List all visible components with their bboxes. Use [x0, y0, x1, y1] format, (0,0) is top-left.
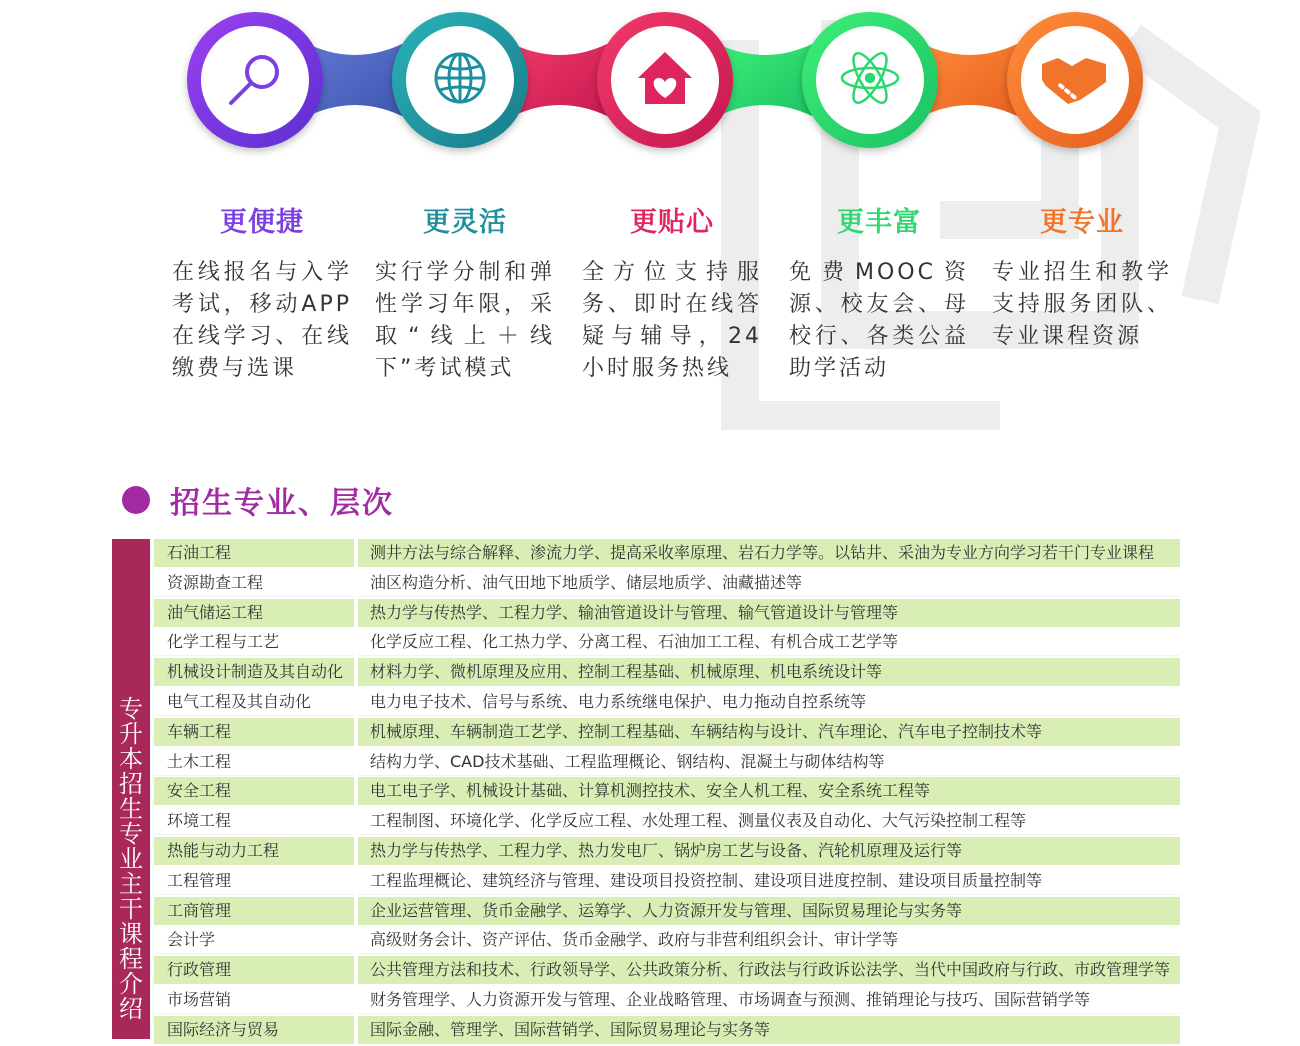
feature-column-2	[375, 200, 555, 385]
table-row	[154, 569, 1180, 597]
feature-description: 全方位支持服务、即时在线答疑与辅导，24小时服务热线	[582, 260, 762, 381]
feature-column-5	[992, 200, 1172, 353]
table-row	[154, 867, 1180, 895]
major-courses: 财务管理学、人力资源开发与管理、企业战略管理、市场调查与预测、推销理论与技巧、国际营销学等	[358, 986, 1180, 1014]
feature-title: 更专业	[1040, 207, 1124, 238]
major-name: 工商管理	[154, 897, 354, 925]
feature-column-3	[582, 200, 762, 385]
feature-icon-chain	[0, 0, 1300, 180]
major-courses: 热力学与传热学、工程力学、输油管道设计与管理、输气管道设计与管理等	[358, 599, 1180, 627]
section-title: 招生专业、层次	[170, 486, 394, 521]
major-name: 机械设计制造及其自动化	[154, 658, 354, 686]
feature-description: 在线报名与入学考试，移动APP在线学习、在线缴费与选课	[172, 260, 352, 381]
sidebar-label-bar	[112, 539, 150, 1039]
section-heading	[122, 480, 394, 520]
feature-description: 专业招生和教学支持服务团队、专业课程资源	[992, 260, 1172, 349]
feature-title: 更灵活	[423, 207, 507, 238]
table-row	[154, 926, 1180, 954]
major-name: 资源勘查工程	[154, 569, 354, 597]
table-row	[154, 1016, 1180, 1044]
major-name: 化学工程与工艺	[154, 628, 354, 656]
feature-description: 实行学分制和弹性学习年限，采取“线上＋线下”考试模式	[375, 260, 555, 381]
feature-column-1	[172, 200, 352, 385]
major-courses: 电工电子学、机械设计基础、计算机测控技术、安全人机工程、安全系统工程等	[358, 777, 1180, 805]
major-name: 行政管理	[154, 956, 354, 984]
majors-table	[154, 539, 1180, 1046]
major-name: 电气工程及其自动化	[154, 688, 354, 716]
major-courses: 热力学与传热学、工程力学、热力发电厂、锅炉房工艺与设备、汽轮机原理及运行等	[358, 837, 1180, 865]
major-name: 石油工程	[154, 539, 354, 567]
bullet-dot-icon	[122, 486, 150, 514]
table-row	[154, 956, 1180, 984]
table-row	[154, 599, 1180, 627]
table-row	[154, 539, 1180, 567]
feature-title: 更便捷	[220, 207, 304, 238]
feature-column-4	[789, 200, 969, 385]
table-row	[154, 986, 1180, 1014]
major-name: 车辆工程	[154, 718, 354, 746]
major-courses: 材料力学、微机原理及应用、控制工程基础、机械原理、机电系统设计等	[358, 658, 1180, 686]
globe-icon	[436, 54, 484, 102]
major-name: 市场营销	[154, 986, 354, 1014]
sidebar-label: 专升本招生专业主干课程介绍	[119, 695, 143, 1023]
major-courses: 工程监理概论、建筑经济与管理、建设项目投资控制、建设项目进度控制、建设项目质量控制等	[358, 867, 1180, 895]
major-name: 土木工程	[154, 748, 354, 776]
table-row	[154, 718, 1180, 746]
major-name: 环境工程	[154, 807, 354, 835]
major-courses: 油区构造分析、油气田地下地质学、储层地质学、油藏描述等	[358, 569, 1180, 597]
table-row	[154, 897, 1180, 925]
table-row	[154, 628, 1180, 656]
major-courses: 国际金融、管理学、国际营销学、国际贸易理论与实务等	[358, 1016, 1180, 1044]
major-courses: 测井方法与综合解释、渗流力学、提高采收率原理、岩石力学等。以钻井、采油为专业方向学习若干门专业课程	[358, 539, 1180, 567]
table-row	[154, 837, 1180, 865]
table-row	[154, 807, 1180, 835]
major-name: 安全工程	[154, 777, 354, 805]
table-row	[154, 748, 1180, 776]
feature-title: 更丰富	[837, 207, 921, 238]
major-name: 会计学	[154, 926, 354, 954]
major-courses: 结构力学、CAD技术基础、工程监理概论、钢结构、混凝土与砌体结构等	[358, 748, 1180, 776]
major-courses: 工程制图、环境化学、化学反应工程、水处理工程、测量仪表及自动化、大气污染控制工程等	[358, 807, 1180, 835]
table-row	[154, 777, 1180, 805]
major-courses: 高级财务会计、资产评估、货币金融学、政府与非营利组织会计、审计学等	[358, 926, 1180, 954]
major-name: 国际经济与贸易	[154, 1016, 354, 1044]
feature-description: 免费MOOC资源、校友会、母校行、各类公益助学活动	[789, 260, 969, 381]
major-courses: 企业运营管理、货币金融学、运筹学、人力资源开发与管理、国际贸易理论与实务等	[358, 897, 1180, 925]
major-name: 工程管理	[154, 867, 354, 895]
feature-title: 更贴心	[630, 207, 714, 238]
major-courses: 公共管理方法和技术、行政领导学、公共政策分析、行政法与行政诉讼法学、当代中国政府与行政、市政管理学等	[358, 956, 1180, 984]
major-name: 热能与动力工程	[154, 837, 354, 865]
major-name: 油气储运工程	[154, 599, 354, 627]
major-courses: 机械原理、车辆制造工艺学、控制工程基础、车辆结构与设计、汽车理论、汽车电子控制技术等	[358, 718, 1180, 746]
major-courses: 化学反应工程、化工热力学、分离工程、石油加工工程、有机合成工艺学等	[358, 628, 1180, 656]
major-courses: 电力电子技术、信号与系统、电力系统继电保护、电力拖动自控系统等	[358, 688, 1180, 716]
table-row	[154, 658, 1180, 686]
table-row	[154, 688, 1180, 716]
